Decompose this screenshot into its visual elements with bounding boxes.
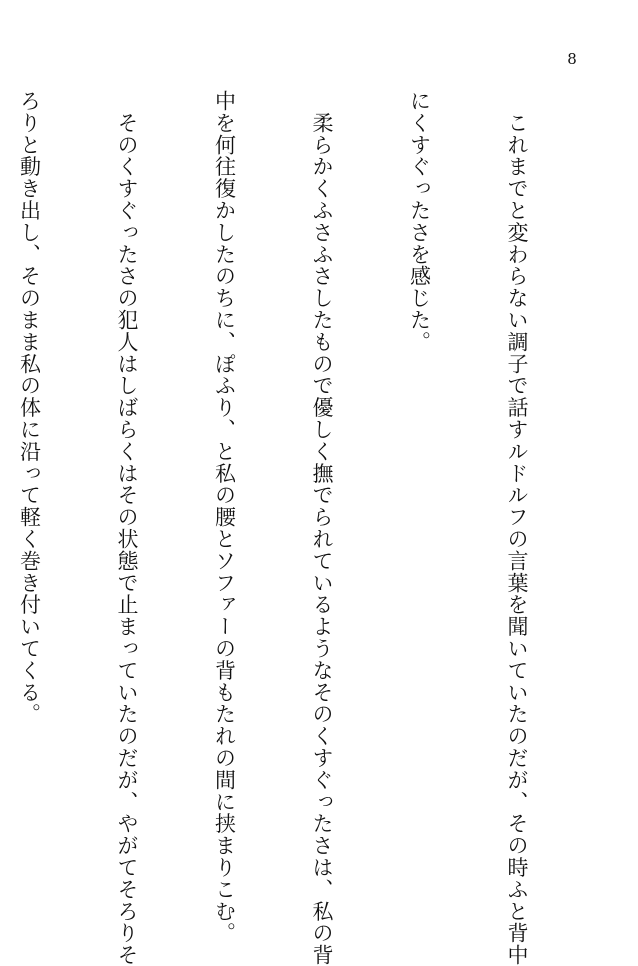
text-column: これまでと変わらない調子で話すルドルフの言葉を聞いていたのだが、その時ふと背中 [505, 90, 529, 966]
text-column: にくすぐったさを感じた。 [407, 90, 432, 353]
text-column: そのくすぐったさの犯人はしばらくはその状態で止まっていたのだが、やがてそろりそ [115, 90, 139, 966]
text-column: ろりと動き出し、そのまま私の体に沿って軽く巻き付いてくる。 [17, 90, 42, 726]
text-column: 中を何往復かしたのちに、ぽふり、と私の腰とソファーの背もたれの間に挟まりこむ。 [212, 90, 237, 945]
page-number: 8 [567, 50, 577, 68]
page-body [17, 90, 598, 966]
text-column: 柔らかくふさふさしたもので優しく撫でられているようなそのくすぐったさは、私の背 [310, 90, 334, 966]
